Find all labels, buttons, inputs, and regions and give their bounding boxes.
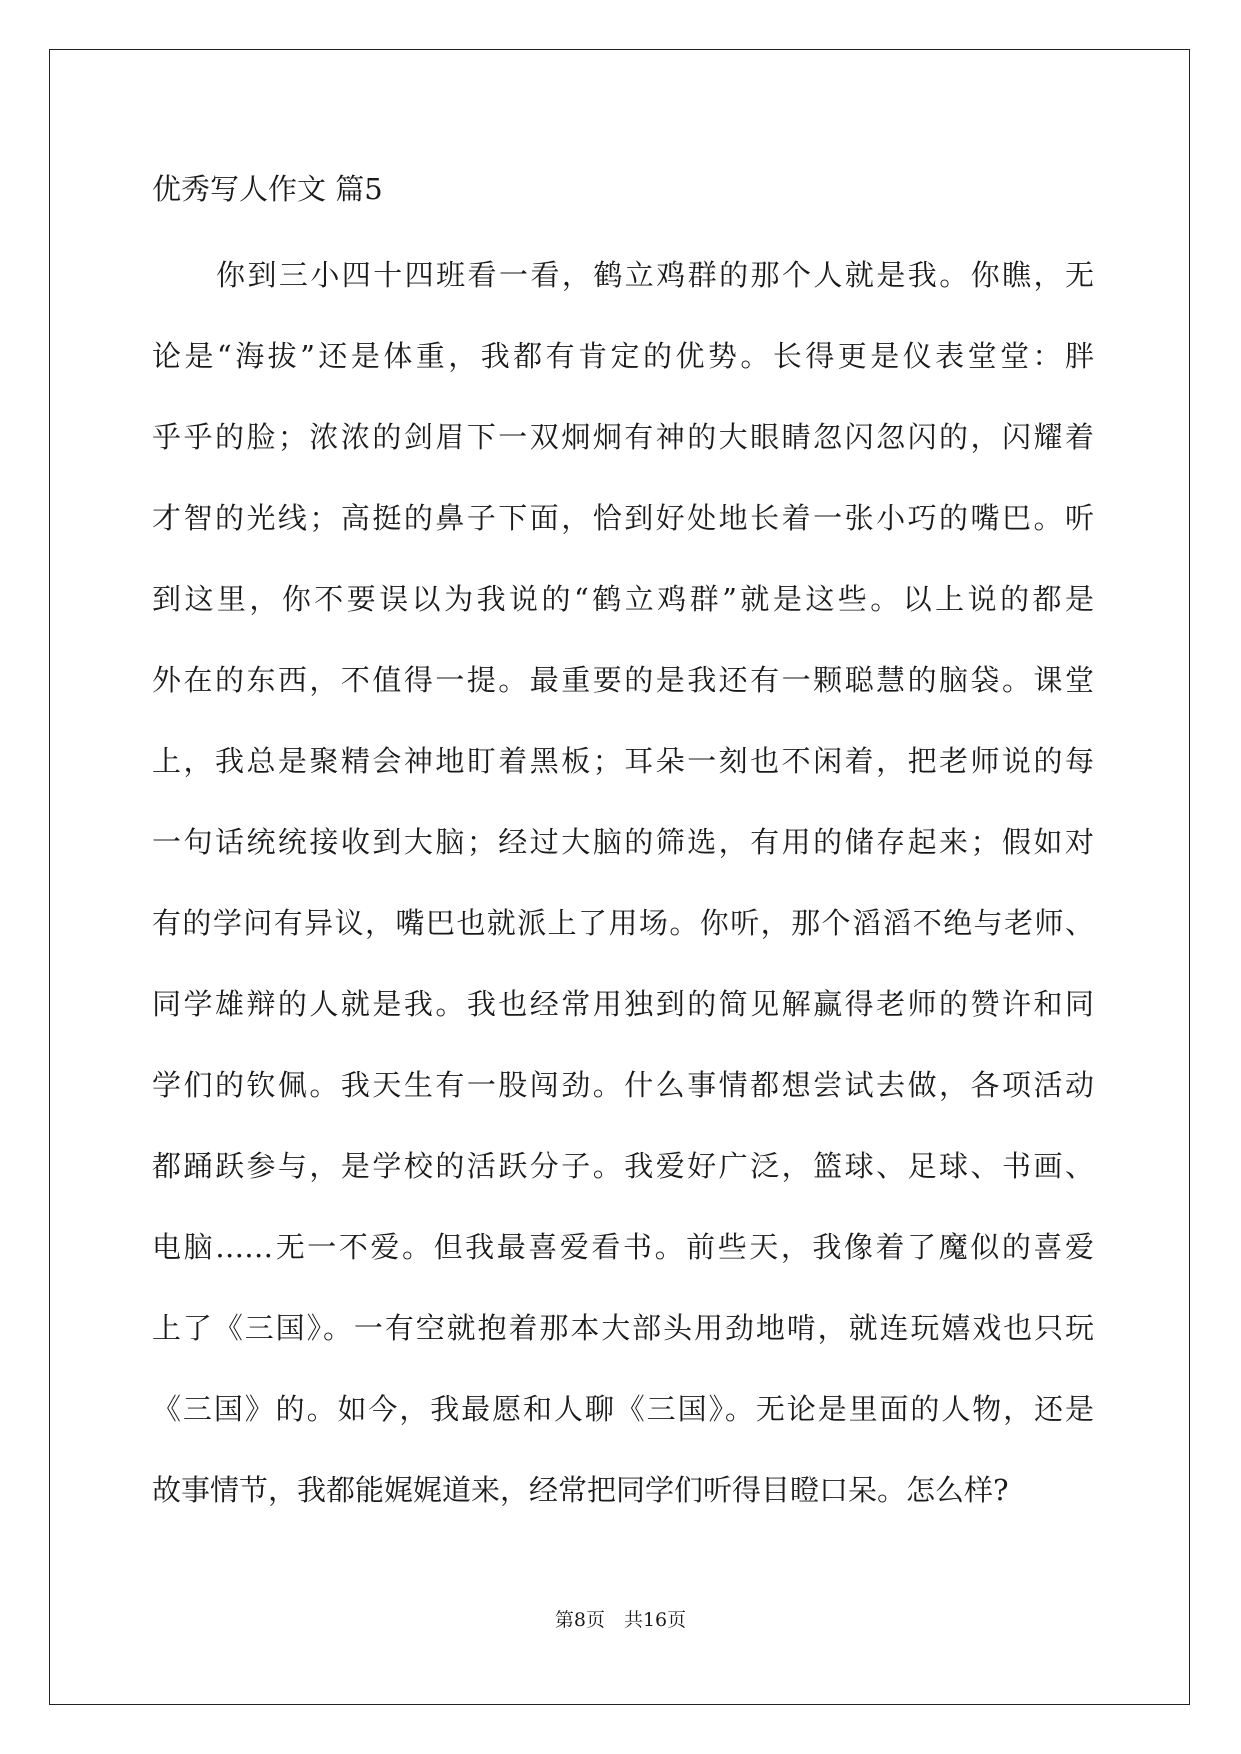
paragraph-line: 电脑……无一不爱。但我最喜爱看书。前些天，我像着了魔似的喜爱 (152, 1230, 1094, 1264)
paragraph-line: 上了《三国》。一有空就抱着那本大部头用劲地啃，就连玩嬉戏也只玩 (152, 1311, 1094, 1345)
paragraph-line: 同学雄辩的人就是我。我也经常用独到的简见解赢得老师的赞许和同 (152, 987, 1094, 1021)
paragraph-line: 才智的光线；高挺的鼻子下面，恰到好处地长着一张小巧的嘴巴。听 (152, 501, 1094, 535)
paragraph-line: 学们的钦佩。我天生有一股闯劲。什么事情都想尝试去做，各项活动 (152, 1068, 1094, 1102)
paragraph-line: 乎乎的脸；浓浓的剑眉下一双炯炯有神的大眼睛忽闪忽闪的，闪耀着 (152, 420, 1094, 454)
paragraph-line: 故事情节，我都能娓娓道来，经常把同学们听得目瞪口呆。怎么样? (152, 1473, 1009, 1507)
paragraph-line: 外在的东西，不值得一提。最重要的是我还有一颗聪慧的脑袋。课堂 (152, 663, 1094, 697)
paragraph (152, 254, 1094, 1550)
paragraph-line: 《三国》的。如今，我最愿和人聊《三国》。无论是里面的人物，还是 (152, 1392, 1094, 1426)
paragraph-line: 你到三小四十四班看一看，鹤立鸡群的那个人就是我。你瞧，无 (216, 258, 1094, 292)
document-body (152, 168, 1094, 1550)
paragraph-line: 上，我总是聚精会神地盯着黑板；耳朵一刻也不闲着，把老师说的每 (152, 744, 1094, 778)
section-heading: 优秀写人作文 篇5 (152, 172, 383, 206)
paragraph-line: 论是“海拔”还是体重，我都有肯定的优势。长得更是仪表堂堂：胖 (152, 339, 1094, 373)
paragraph-line: 都踊跃参与，是学校的活跃分子。我爱好广泛，篮球、足球、书画、 (152, 1149, 1094, 1183)
paragraph-line: 一句话统统接收到大脑；经过大脑的筛选，有用的储存起来；假如对 (152, 825, 1094, 859)
paragraph-line: 有的学问有异议，嘴巴也就派上了用场。你听，那个滔滔不绝与老师、 (152, 906, 1094, 940)
page-number-footer: 第8页 共16页 (554, 1609, 687, 1631)
paragraph-line: 到这里，你不要误以为我说的“鹤立鸡群”就是这些。以上说的都是 (152, 582, 1094, 616)
